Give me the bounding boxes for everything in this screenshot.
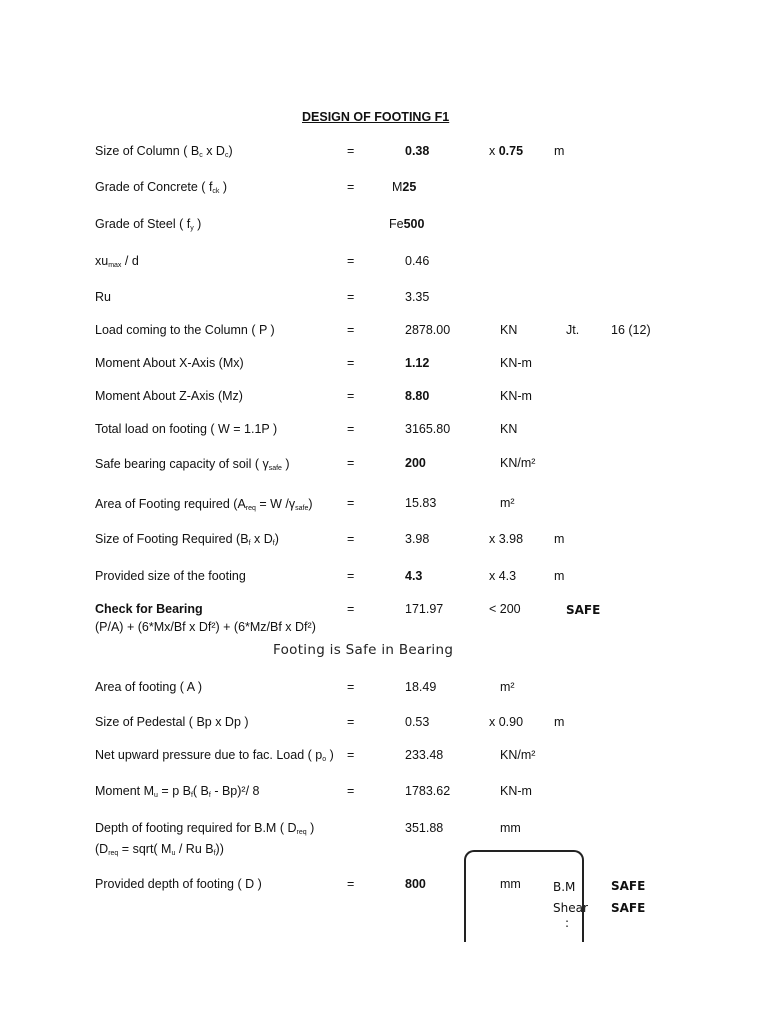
row-moment: [0, 784, 768, 802]
row-label: $xu_{max}$ / d: [95, 254, 139, 269]
row-value: 233.48: [405, 748, 444, 762]
row-unit: KN-m: [500, 389, 532, 403]
row-ru: [0, 290, 768, 308]
row-xumax: [0, 254, 768, 272]
row-total-load: [0, 422, 768, 440]
equals-sign: =: [347, 877, 355, 891]
row-label: Size of Footing Required ($B_f$ x $D_f$): [95, 532, 279, 547]
row-value: 200: [405, 456, 426, 470]
row-value: 3.98: [405, 532, 430, 546]
row-label: Size of Column ( $B_c$ x $D_c$): [95, 144, 233, 159]
row-label: Moment About X-Axis (Mx): [95, 356, 244, 370]
equals-sign: =: [347, 715, 355, 729]
row-value: 0.53: [405, 715, 430, 729]
equals-sign: =: [347, 254, 355, 268]
row-label: Load coming to the Column ( P ): [95, 323, 275, 337]
shear-status-badge: SAFE: [611, 901, 646, 915]
equals-sign: =: [347, 389, 355, 403]
row-unit: m: [554, 532, 565, 546]
row-value: 15.83: [405, 496, 437, 510]
row-label: Area of footing ( A ): [95, 680, 203, 694]
row-label: Safe bearing capacity of soil ( $\gamma_{safe}$ ): [95, 457, 290, 472]
joint-value: 16 (12): [611, 323, 651, 337]
page-title: DESIGN OF FOOTING F1: [302, 110, 450, 124]
equals-sign: =: [347, 602, 355, 616]
row-concrete-grade: [0, 180, 768, 198]
row-value: M25: [392, 180, 417, 194]
row-label: Area of Footing required ($A_{req} = W$ $/\gamma_{safe}$): [95, 497, 313, 512]
row-label: Size of Pedestal ( Bp x Dp ): [95, 715, 249, 729]
row-size-required: [0, 532, 768, 550]
bearing-result-banner: Footing is Safe in Bearing: [273, 642, 454, 658]
row-label: Grade of Steel ( $f_y$ ): [95, 217, 202, 232]
row-value: 18.49: [405, 680, 437, 694]
row-value: 2878.00: [405, 323, 451, 337]
row-unit: KN/m²: [500, 748, 536, 762]
row-label: Moment $M_u = p$ $B_f$( $B_f - Bp)^2/$ 8: [95, 784, 260, 799]
row-value: 1.12: [405, 356, 430, 370]
row-unit: m: [554, 715, 565, 729]
row-provided-depth: [0, 877, 768, 895]
row-value: 3165.80: [405, 422, 451, 436]
row-value: 800: [405, 877, 426, 891]
equals-sign: =: [347, 422, 355, 436]
row-unit: KN-m: [500, 784, 532, 798]
row-unit: mm: [500, 877, 521, 891]
row-bearing-capacity: [0, 456, 768, 474]
row-unit: KN-m: [500, 356, 532, 370]
row-value: 0.46: [405, 254, 430, 268]
row-unit: mm: [500, 821, 521, 835]
bm-check-label: B.M: [553, 880, 576, 894]
joint-label: Jt.: [566, 323, 580, 337]
bearing-formula: (P/A) + (6*Mx/Bf x Df²) + (6*Mz/Bf x Df²): [95, 620, 316, 634]
row-value: Fe500: [389, 217, 425, 231]
row-moment-z: [0, 389, 768, 407]
row-label: Ru: [95, 290, 111, 304]
row-column-size: [0, 144, 768, 162]
bm-status-badge: SAFE: [611, 879, 646, 893]
row-label: Total load on footing ( W = 1.1P ): [95, 422, 278, 436]
row-value: 4.3: [405, 569, 423, 583]
row-label: Net upward pressure due to fac. Load ( $p_o$ ): [95, 748, 334, 763]
comparison-value: < 200: [489, 602, 521, 616]
row-depth-required: [0, 821, 768, 839]
equals-sign: =: [347, 323, 355, 337]
row-unit: KN: [500, 323, 518, 337]
row-value-2: x 3.98: [489, 532, 524, 546]
row-value: 351.88: [405, 821, 444, 835]
row-unit: m²: [500, 680, 515, 694]
row-value-2: x 4.3: [489, 569, 517, 583]
shear-check-label: Shear: [553, 901, 588, 915]
equals-sign: =: [347, 290, 355, 304]
row-upward-pressure: [0, 748, 768, 766]
row-label: Provided size of the footing: [95, 569, 246, 583]
row-label: Moment About Z-Axis (Mz): [95, 389, 243, 403]
equals-sign: =: [347, 456, 355, 470]
row-moment-x: [0, 356, 768, 374]
row-load: [0, 323, 768, 341]
row-area-footing: [0, 680, 768, 698]
equals-sign: =: [347, 784, 355, 798]
row-value-2: x 0.90: [489, 715, 524, 729]
row-value-2: x 0.75: [489, 144, 524, 158]
row-steel-grade: [0, 217, 768, 235]
equals-sign: =: [347, 496, 355, 510]
row-unit: m: [554, 569, 565, 583]
row-value: 3.35: [405, 290, 430, 304]
row-label: Grade of Concrete ( $f_{ck}$ ): [95, 180, 228, 195]
row-pedestal: [0, 715, 768, 733]
row-value: 1783.62: [405, 784, 451, 798]
equals-sign: =: [347, 356, 355, 370]
row-value: 171.97: [405, 602, 444, 616]
row-unit: m²: [500, 496, 515, 510]
row-value: 8.80: [405, 389, 430, 403]
depth-formula: ($D_{req}$ = sqrt( $M_u$ / Ru $B_f$)): [95, 842, 224, 857]
row-area-required: [0, 496, 768, 514]
row-unit: KN: [500, 422, 518, 436]
status-badge: SAFE: [566, 603, 601, 617]
equals-sign: =: [347, 748, 355, 762]
row-value: 0.38: [405, 144, 430, 158]
equals-sign: =: [347, 680, 355, 694]
row-provided-size: [0, 569, 768, 587]
equals-sign: =: [347, 180, 355, 194]
row-unit: m: [554, 144, 565, 158]
equals-sign: =: [347, 569, 355, 583]
equals-sign: =: [347, 532, 355, 546]
row-label: Provided depth of footing ( D ): [95, 877, 262, 891]
row-check-bearing: [0, 602, 768, 620]
shear-check-colon: :: [565, 916, 570, 930]
row-label: Check for Bearing: [95, 602, 203, 616]
row-label: Depth of footing required for B.M ( $D_{req}$ ): [95, 821, 315, 836]
equals-sign: =: [347, 144, 355, 158]
row-unit: KN/m²: [500, 456, 536, 470]
